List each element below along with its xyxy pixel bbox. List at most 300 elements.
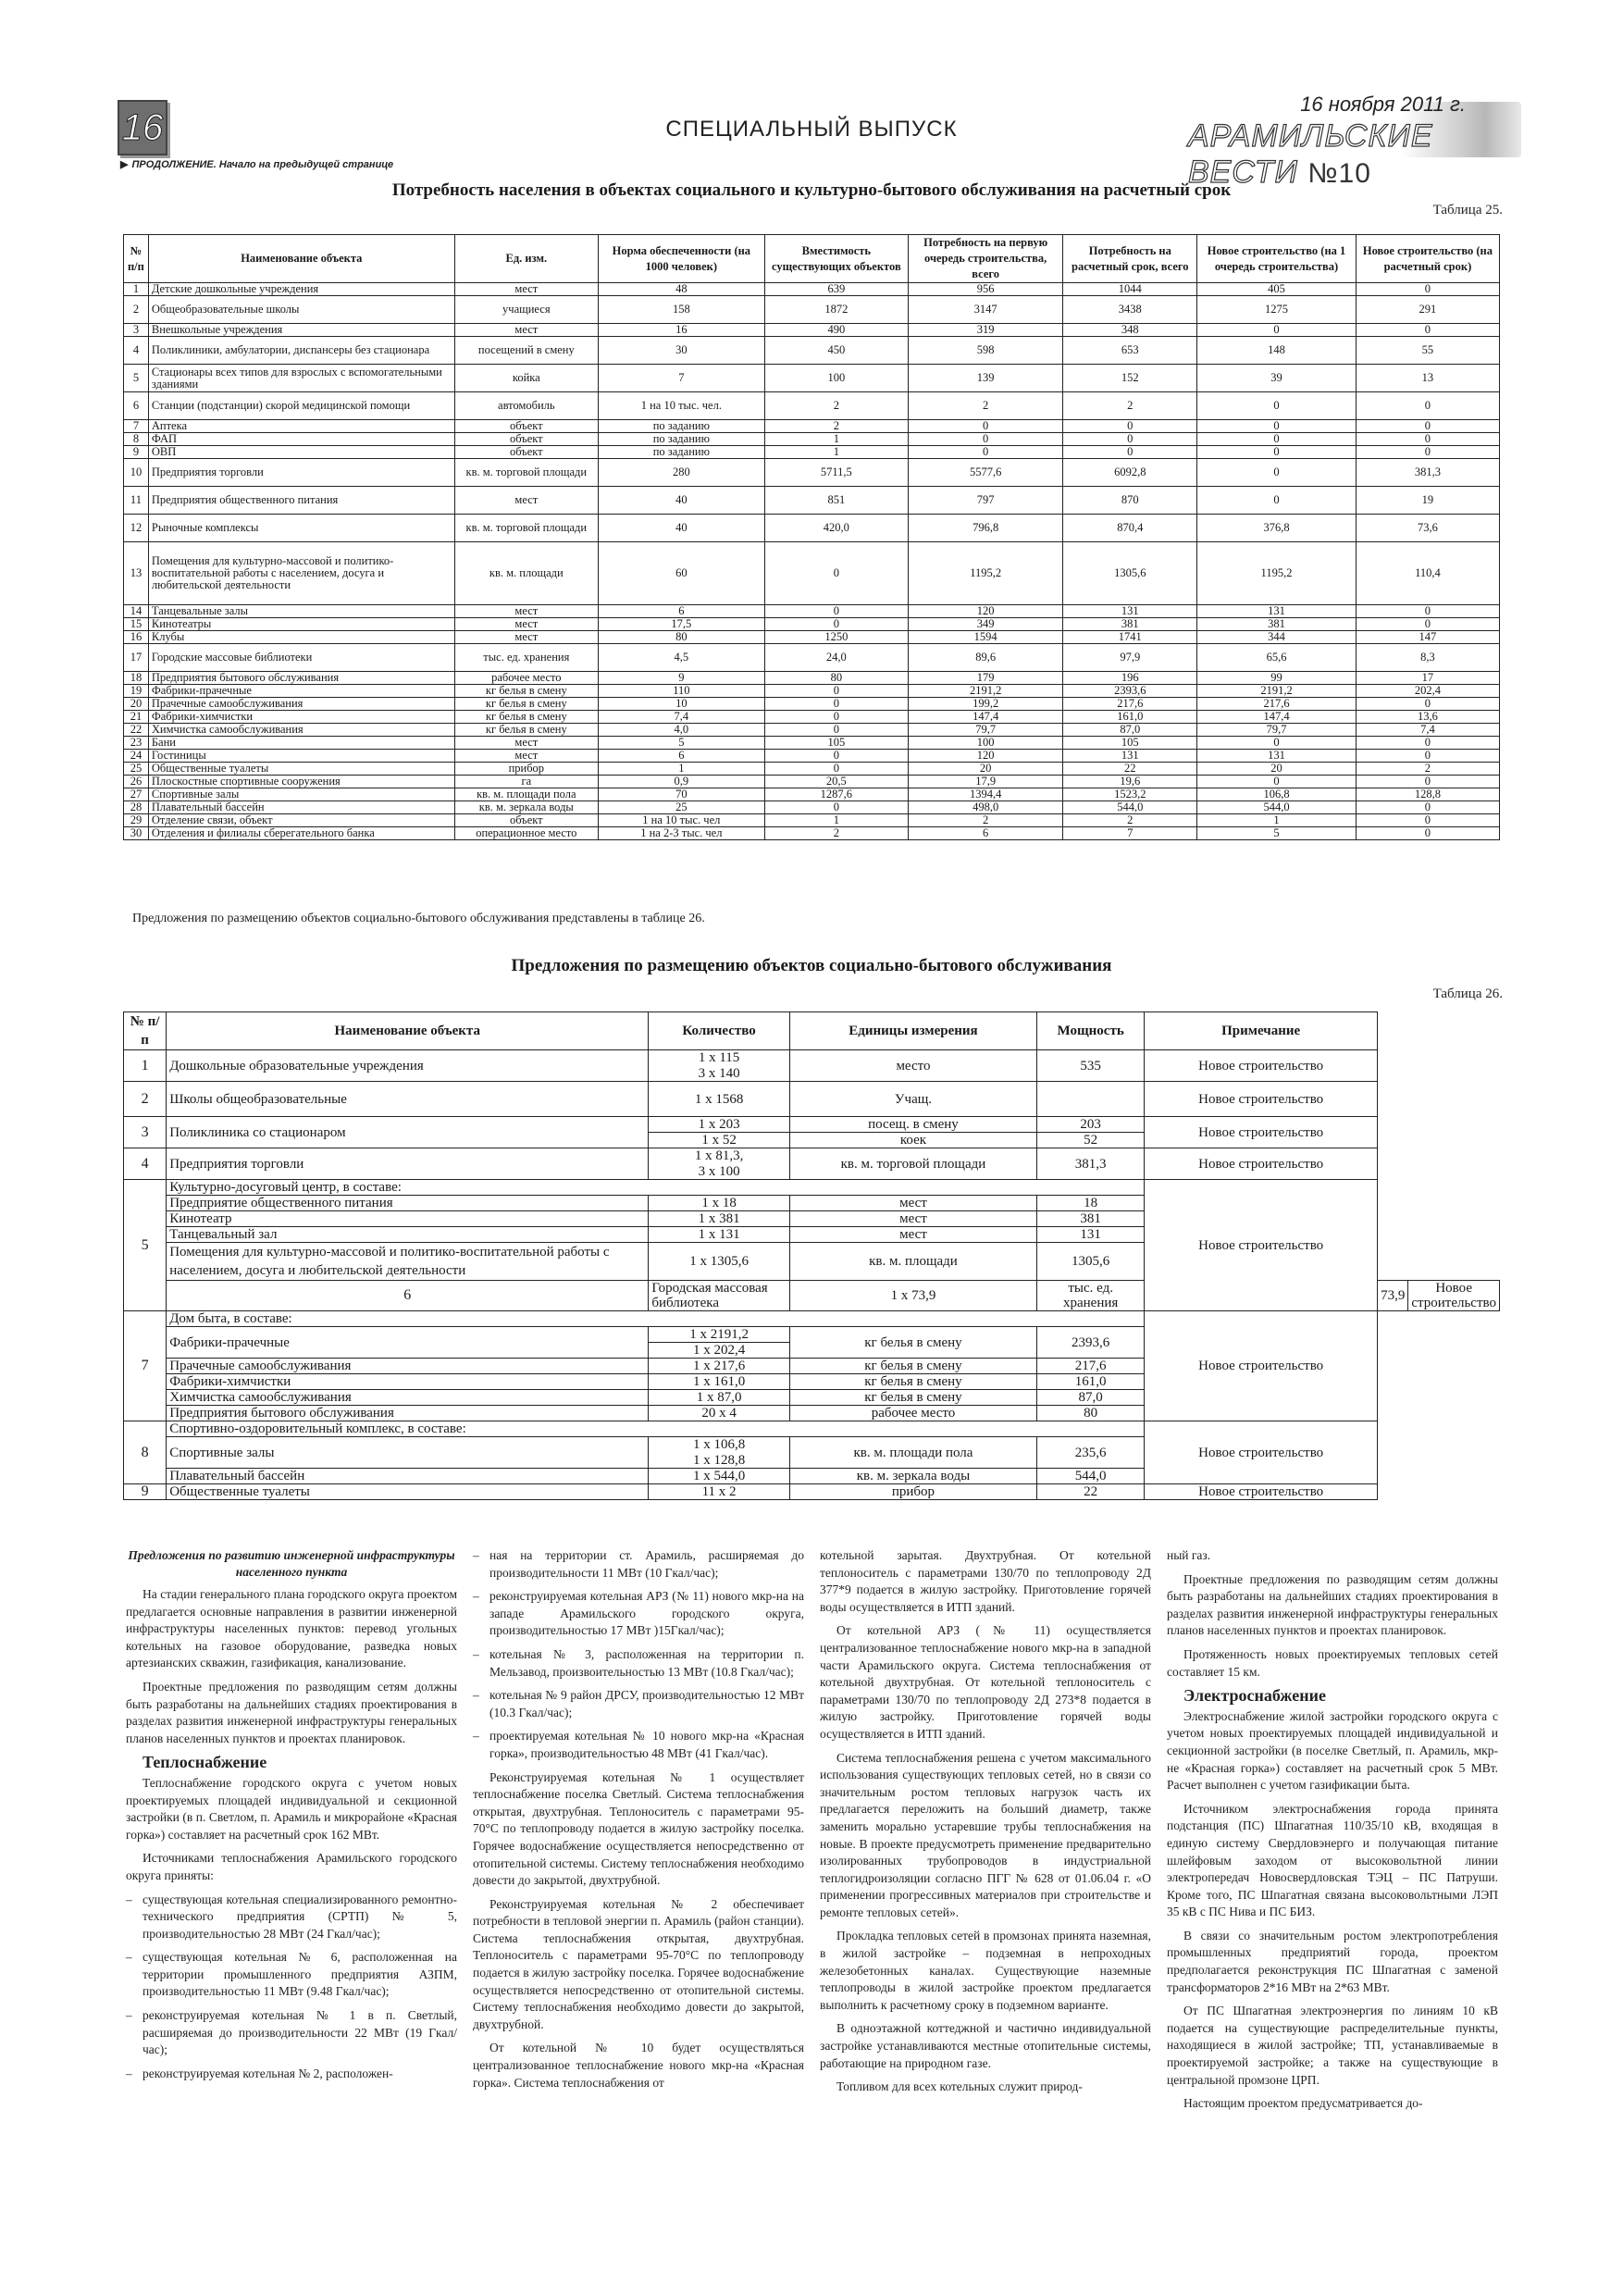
row-number: 7 (124, 1311, 167, 1421)
table-cell: прибор (454, 763, 598, 776)
table-cell: учащиеся (454, 296, 598, 324)
object-name: Стационары всех типов для взрослых с вспомогательными зданиями (148, 365, 454, 392)
table-cell: 131 (1063, 605, 1197, 618)
quantity: 3 х 100 (649, 1164, 790, 1180)
table-cell: 376,8 (1197, 515, 1357, 542)
object-name: Станции (подстанции) скорой медицинской помощи (148, 392, 454, 420)
object-name: Городские массовые библиотеки (148, 644, 454, 672)
paragraph: Проектные предложения по разводящим сетям должны быть разработаны на дальнейших стадиях проектирования в разделах развития инженерной инфраструктуры генеральных планов населенных пунктов и проектах планировок. (1167, 1571, 1498, 1638)
article-column-4 (1167, 1547, 1498, 2119)
table-row (124, 1484, 1500, 1500)
table-cell: объект (454, 446, 598, 459)
table-row (124, 737, 1500, 750)
object-name: Школы общеобразовательные (167, 1082, 649, 1117)
quantity: 1 х 81,3, (649, 1148, 790, 1164)
table-cell: 0 (1197, 459, 1357, 487)
paragraph: В связи со значительным ростом электропотребления промышленных предприятий города, проектом предполагается реконструкция ПС Шпагатная с заменой трансформаторов 2*16 МВт на 2*63 МВт. (1167, 1928, 1498, 1994)
unit: коек (789, 1133, 1036, 1148)
object-name: Помещения для культурно-массовой и политико-воспитательной работы с населением, досуга и любительской деятельности (148, 542, 454, 605)
col-header: Наименование объекта (148, 235, 454, 283)
object-name: ОВП (148, 446, 454, 459)
table-cell: 131 (1063, 750, 1197, 763)
row-number: 3 (124, 324, 149, 337)
list-item: – реконструируемая котельная № 1 в п. Светлый, расширяемая до производительности 22 МВт (19 Гкал/час); (126, 2007, 457, 2059)
row-number: 8 (124, 433, 149, 446)
unit: мест (789, 1227, 1036, 1243)
table-cell: 348 (1063, 324, 1197, 337)
table-cell: 344 (1197, 631, 1357, 644)
row-number: 1 (124, 283, 149, 296)
col-header-no: № п/п (124, 1012, 167, 1050)
row-number: 20 (124, 698, 149, 711)
table-cell: 120 (908, 605, 1063, 618)
unit: мест (789, 1196, 1036, 1211)
table-cell: 2 (1356, 763, 1499, 776)
row-number: 27 (124, 788, 149, 801)
table-cell: 1 на 10 тыс. чел. (598, 392, 764, 420)
table-cell: 1 (764, 433, 908, 446)
table-cell: 0 (764, 711, 908, 724)
unit: кг белья в смену (789, 1374, 1036, 1390)
quantity: 20 х 4 (649, 1406, 790, 1421)
issue-date: 16 ноября 2011 г. (1300, 93, 1466, 116)
table-cell: 544,0 (1063, 801, 1197, 814)
table26-label: Таблица 26. (1432, 987, 1503, 1001)
table-cell: 7,4 (1356, 724, 1499, 737)
table-cell: 89,6 (908, 644, 1063, 672)
capacity: 381 (1037, 1211, 1145, 1227)
table-cell: 0 (1197, 776, 1357, 788)
capacity: 131 (1037, 1227, 1145, 1243)
table-cell: 0 (1197, 487, 1357, 515)
table-header-row (124, 235, 1500, 283)
table-cell: кв. м. торговой площади (454, 459, 598, 487)
table-cell: 0 (764, 618, 908, 631)
object-name: Поликлиники, амбулатории, диспансеры без стационара (148, 337, 454, 365)
row-number: 11 (124, 487, 149, 515)
paragraph: Проектные предложения по разводящим сетям должны быть разработаны на дальнейших стадиях проектирования в разделах развития инженерной инфраструктуры генеральных планов населенных пунктов и проектах планировок. (126, 1679, 457, 1745)
table-cell: 0 (764, 698, 908, 711)
table-row (124, 631, 1500, 644)
row-number: 10 (124, 459, 149, 487)
unit: кг белья в смену (789, 1390, 1036, 1406)
row-number: 1 (124, 1050, 167, 1082)
table-row (124, 644, 1500, 672)
list-item: – проектируемая котельная № 10 нового мкр-на «Красная горка», производительностью 48 МВт (41 Гкал/час). (473, 1728, 804, 1762)
table-cell: 0 (908, 433, 1063, 446)
table-row (124, 487, 1500, 515)
row-number: 29 (124, 814, 149, 827)
table-cell: 0,9 (598, 776, 764, 788)
row-number: 15 (124, 618, 149, 631)
capacity: 544,0 (1037, 1469, 1145, 1484)
object-name: Помещения для культурно-массовой и политико-воспитательной работы с населением, досуга и любительской деятельности (167, 1243, 649, 1281)
table-cell: 4,5 (598, 644, 764, 672)
row-number: 6 (124, 392, 149, 420)
paragraph: Система теплоснабжения решена с учетом максимального использования существующих тепловых сетей, но в связи со значительным ростом тепловых нагрузок часть их предлагается переложить на больший диаметр, также заменить морально устаревшие трубы теплоснабжения на новые. В проекте предусмотреть применение предварительно изолированных трубопроводов в индустриальной теплогидроизоляции согласно ПГГ № 628 от 01.06.04 г. «О применении прогрессивных материалов при строительстве и ремонте тепловых сетей». (820, 1750, 1151, 1919)
row-number: 9 (124, 446, 149, 459)
table-cell: 796,8 (908, 515, 1063, 542)
table-cell: 22 (1063, 763, 1197, 776)
table-cell: 100 (764, 365, 908, 392)
quantity: 3 х 140 (649, 1066, 790, 1082)
table-cell: 0 (764, 605, 908, 618)
table-cell: мест (454, 737, 598, 750)
boiler-list-continued (473, 1547, 804, 1763)
remark: Новое строительство (1145, 1082, 1378, 1117)
paragraph: Теплоснабжение городского округа с учетом новых проектируемых площадей индивидуальной и секционной застройки (в п. Светлом, п. Арамиль и микрорайоне «Красная горка») составляет на расчетный срок 162 МВт. (126, 1775, 457, 1842)
table-cell: 6 (598, 750, 764, 763)
table-row (124, 1050, 1500, 1066)
table-cell: 0 (1356, 737, 1499, 750)
table-cell: 0 (1356, 750, 1499, 763)
object-name: Дошкольные образовательные учреждения (167, 1050, 649, 1082)
row-number: 8 (124, 1421, 167, 1484)
quantity: 1 х 381 (649, 1211, 790, 1227)
col-header: Потребность на первую очередь строительства, всего (908, 235, 1063, 283)
capacity: 161,0 (1037, 1374, 1145, 1390)
quantity: 1 х 203 (649, 1117, 790, 1133)
table-cell: 0 (1356, 776, 1499, 788)
table-cell: 1044 (1063, 283, 1197, 296)
col-header: Вместимость существующих объектов (764, 235, 908, 283)
table-cell: 5711,5 (764, 459, 908, 487)
table-cell: 40 (598, 487, 764, 515)
table-cell: 381 (1063, 618, 1197, 631)
capacity: 87,0 (1037, 1390, 1145, 1406)
table-row (124, 433, 1500, 446)
unit: кв. м. площади пола (789, 1437, 1036, 1469)
table-cell: 956 (908, 283, 1063, 296)
table-row (124, 1082, 1500, 1117)
table-cell: 30 (598, 337, 764, 365)
row-number: 30 (124, 827, 149, 840)
remark: Новое строительство (1145, 1117, 1378, 1148)
unit: рабочее место (789, 1406, 1036, 1421)
table-row (124, 365, 1500, 392)
table-cell: 349 (908, 618, 1063, 631)
table-cell: 1195,2 (1197, 542, 1357, 605)
capacity: 73,9 (1378, 1281, 1408, 1311)
table-cell: 1 (764, 446, 908, 459)
table-row (124, 724, 1500, 737)
article-column-1 (126, 1547, 457, 2089)
table-cell: 0 (764, 801, 908, 814)
remark: Новое строительство (1145, 1311, 1378, 1421)
table-row (124, 459, 1500, 487)
table-cell: 158 (598, 296, 764, 324)
table-cell: рабочее место (454, 672, 598, 685)
table-cell: 381 (1197, 618, 1357, 631)
issue-number: №10 (1307, 158, 1371, 189)
table-cell: 87,0 (1063, 724, 1197, 737)
table-cell: 0 (1197, 324, 1357, 337)
section-heading-infrastructure: Предложения по развитию инженерной инфраструктуры населенного пункта (128, 1548, 455, 1579)
table-cell: 0 (764, 750, 908, 763)
table-row (124, 296, 1500, 324)
row-number: 4 (124, 1148, 167, 1180)
row-number: 14 (124, 605, 149, 618)
table-cell: 3147 (908, 296, 1063, 324)
table-cell: кг белья в смену (454, 685, 598, 698)
object-name: Общественные туалеты (167, 1484, 649, 1500)
row-number: 16 (124, 631, 149, 644)
table-cell: кг белья в смену (454, 711, 598, 724)
table-cell: 2 (908, 392, 1063, 420)
table-row (124, 763, 1500, 776)
table-cell: 1872 (764, 296, 908, 324)
table-row (124, 698, 1500, 711)
unit: кв. м. торговой площади (789, 1148, 1036, 1180)
object-name: Отделение связи, объект (148, 814, 454, 827)
table-cell: мест (454, 487, 598, 515)
list-item: – существующая котельная специализированного ремонтно-технического предприятия (СРТП) № 5, производительностью 28 МВт (24 Гкал/час); (126, 1892, 457, 1943)
object-name: Плоскостные спортивные сооружения (148, 776, 454, 788)
table-cell: 128,8 (1356, 788, 1499, 801)
article-column-2 (473, 1547, 804, 2098)
unit: кг белья в смену (789, 1327, 1036, 1359)
list-item: – реконструируемая котельная № 2, расположен- (126, 2066, 457, 2083)
table-cell: 0 (764, 685, 908, 698)
table-cell: 131 (1197, 750, 1357, 763)
table-cell: 870 (1063, 487, 1197, 515)
table-cell: мест (454, 605, 598, 618)
table-cell: 13,6 (1356, 711, 1499, 724)
table-cell: 217,6 (1063, 698, 1197, 711)
table-cell: 2393,6 (1063, 685, 1197, 698)
quantity: 11 х 2 (649, 1484, 790, 1500)
table-cell: 0 (908, 446, 1063, 459)
object-name: Прачечные самообслуживания (167, 1359, 649, 1374)
table-row (124, 776, 1500, 788)
paragraph: Настоящим проектом предусматривается до- (1183, 2096, 1423, 2111)
object-name: ФАП (148, 433, 454, 446)
table-cell: кв. м. торговой площади (454, 515, 598, 542)
table-cell: 870,4 (1063, 515, 1197, 542)
table-cell: 2 (764, 392, 908, 420)
object-name: Предприятия бытового обслуживания (167, 1406, 649, 1421)
table-cell: 490 (764, 324, 908, 337)
remark: Новое строительство (1145, 1180, 1378, 1311)
table-cell: 25 (598, 801, 764, 814)
capacity: 80 (1037, 1406, 1145, 1421)
row-number: 2 (124, 1082, 167, 1117)
table-row (124, 672, 1500, 685)
table-cell: 148 (1197, 337, 1357, 365)
table-cell: 217,6 (1197, 698, 1357, 711)
list-item: – реконструируемая котельная АРЗ (№ 11) нового мкр-на на западе Арамильского городского округа, производительностью 17 МВт )15Гкал/час); (473, 1588, 804, 1640)
object-name: Поликлиника со стационаром (167, 1117, 649, 1148)
quantity: 1 х 106,8 (649, 1437, 790, 1453)
table-cell: мест (454, 283, 598, 296)
table-cell: 139 (908, 365, 1063, 392)
paragraph: Топливом для всех котельных служит природ- (836, 2079, 1083, 2094)
row-number: 22 (124, 724, 149, 737)
group-name: Дом быта, в составе: (167, 1311, 1145, 1327)
table-cell: 1305,6 (1063, 542, 1197, 605)
table-cell: 2 (764, 827, 908, 840)
table-cell: мест (454, 631, 598, 644)
table-cell: 199,2 (908, 698, 1063, 711)
table-row (124, 283, 1500, 296)
table-cell: койка (454, 365, 598, 392)
table-cell: 1287,6 (764, 788, 908, 801)
table-cell: мест (454, 750, 598, 763)
remark: Новое строительство (1408, 1281, 1500, 1311)
table-cell: 405 (1197, 283, 1357, 296)
object-name: Бани (148, 737, 454, 750)
quantity: 1 х 18 (649, 1196, 790, 1211)
object-name: Танцевальные залы (148, 605, 454, 618)
table-cell: 0 (1356, 324, 1499, 337)
table-cell: га (454, 776, 598, 788)
row-number: 9 (124, 1484, 167, 1500)
remark: Новое строительство (1145, 1421, 1378, 1484)
triangle-right-icon: ▶ (120, 159, 129, 170)
table-cell: 20,5 (764, 776, 908, 788)
table-cell: 2191,2 (1197, 685, 1357, 698)
table-cell: 10 (598, 698, 764, 711)
table-cell: 161,0 (1063, 711, 1197, 724)
quantity: 1 х 1568 (649, 1082, 790, 1117)
object-name: Общественные туалеты (148, 763, 454, 776)
table-cell: 131 (1197, 605, 1357, 618)
table-cell: 0 (1063, 433, 1197, 446)
table-cell: 39 (1197, 365, 1357, 392)
table-cell: 2 (764, 420, 908, 433)
table-cell: 120 (908, 750, 1063, 763)
row-number: 4 (124, 337, 149, 365)
unit: место (789, 1050, 1036, 1082)
table-row (124, 420, 1500, 433)
object-name: Химчистка самообслуживания (167, 1390, 649, 1406)
table-cell: 105 (1063, 737, 1197, 750)
object-name: Внешкольные учреждения (148, 324, 454, 337)
capacity: 1305,6 (1037, 1243, 1145, 1281)
table-cell: 147,4 (1197, 711, 1357, 724)
row-number: 23 (124, 737, 149, 750)
table-cell: 5 (598, 737, 764, 750)
table-row (124, 324, 1500, 337)
paragraph: Источником электроснабжения города принята подстанция (ПС) Шпагатная 110/35/10 кВ, входящая в единую систему Свердловэнерго и получающая питание шлейфовым заходом от высоковольтной линии электропередач Новосвердловская ТЭЦ – ПС Патруши. Кроме того, ПС Шпагатная связана высоковольтными ЛЭП 35 кВ с ПС Нива и ПС БИЗ. (1167, 1801, 1498, 1919)
table-cell: 498,0 (908, 801, 1063, 814)
table-cell: кв. м. зеркала воды (454, 801, 598, 814)
table-cell: 202,4 (1356, 685, 1499, 698)
table-cell: 7 (1063, 827, 1197, 840)
table-cell: 2 (1063, 814, 1197, 827)
col-header: № п/п (124, 235, 149, 283)
quantity: 1 х 115 (649, 1050, 790, 1066)
object-name: Спортивные залы (167, 1437, 649, 1469)
section-heading-heat-supply: Теплоснабжение (142, 1753, 267, 1772)
row-number: 26 (124, 776, 149, 788)
object-name: Фабрики-химчистки (148, 711, 454, 724)
table-cell: 0 (1063, 446, 1197, 459)
col-header: Ед. изм. (454, 235, 598, 283)
table-cell: 0 (1356, 283, 1499, 296)
table-cell: 0 (1063, 420, 1197, 433)
unit: тыс. ед. хранения (1037, 1281, 1145, 1311)
table-row (124, 788, 1500, 801)
table-cell: 2 (908, 814, 1063, 827)
table-cell: 1275 (1197, 296, 1357, 324)
continuation-note (120, 158, 393, 170)
quantity: 1 х 202,4 (649, 1343, 790, 1359)
table-cell: 653 (1063, 337, 1197, 365)
table-cell: 4,0 (598, 724, 764, 737)
table-cell: по заданию (598, 446, 764, 459)
col-header: Потребность на расчетный срок, всего (1063, 235, 1197, 283)
table-cell: 106,8 (1197, 788, 1357, 801)
table-cell: 1195,2 (908, 542, 1063, 605)
table-cell: 20 (908, 763, 1063, 776)
table-cell: 19 (1356, 487, 1499, 515)
table-row (124, 446, 1500, 459)
object-name: Предприятия общественного питания (148, 487, 454, 515)
table-cell: 79,7 (908, 724, 1063, 737)
table-cell: 99 (1197, 672, 1357, 685)
object-name: Общеобразовательные школы (148, 296, 454, 324)
col-header-note: Примечание (1145, 1012, 1378, 1050)
table-cell: кв. м. площади пола (454, 788, 598, 801)
paragraph: Электроснабжение жилой застройки городского округа с учетом новых проектируемых площадей индивидуальной и секционной застройки (в поселке Светлый, п. Арамиль, мкр-не «Красная горка») составляет на расчетный срок 5 МВт. Расчет выполнен с учетом газификации быта. (1167, 1708, 1498, 1793)
row-number: 2 (124, 296, 149, 324)
table-cell: 147 (1356, 631, 1499, 644)
object-name: Предприятие общественного питания (167, 1196, 649, 1211)
col-header: Новое строительство (на расчетный срок) (1356, 235, 1499, 283)
table-cell: 280 (598, 459, 764, 487)
table-cell: 19,6 (1063, 776, 1197, 788)
table-cell: 0 (764, 542, 908, 605)
table-row (124, 337, 1500, 365)
masthead (1188, 93, 1521, 190)
paragraph: Реконструируемая котельная № 2 обеспечивает потребности в тепловой энергии п. Арамиль (район станции). Система теплоснабжения открытая, двухтрубная. Теплоноситель с параметрами 95-70°С по теплопроводу подается в жилую застройку поселка. Горячее водоснабжение осуществляется непосредственно от отопительной системы. Систему теплоснабжения необходимо довести до закрытой, двухтрубной. (473, 1896, 804, 2031)
row-number: 25 (124, 763, 149, 776)
table-cell: 147,4 (908, 711, 1063, 724)
table-cell: 1594 (908, 631, 1063, 644)
table-cell: 2191,2 (908, 685, 1063, 698)
unit: кг белья в смену (789, 1359, 1036, 1374)
capacity: 2393,6 (1037, 1327, 1145, 1359)
table-cell: 179 (908, 672, 1063, 685)
table-row (124, 1180, 1500, 1196)
table-cell: 1 на 2-3 тыс. чел (598, 827, 764, 840)
table-row (124, 1148, 1500, 1164)
table25-title: Потребность населения в объектах социального и культурно-бытового обслуживания на расчетный срок (391, 180, 1232, 200)
table-cell: 851 (764, 487, 908, 515)
paragraph: котельной зарытая. Двухтрубная. От котельной теплоноситель с параметрами 130/70 по теплопроводу 2Д 377*9 подается в жилую застройку. Приготовление горячей воды осуществляется в ИТП зданий. (820, 1548, 1151, 1614)
table-cell: 110 (598, 685, 764, 698)
quantity: 1 х 544,0 (649, 1469, 790, 1484)
table-cell: объект (454, 420, 598, 433)
table-row (124, 542, 1500, 605)
table-cell: 79,7 (1197, 724, 1357, 737)
table-cell: 0 (1197, 420, 1357, 433)
object-name: Фабрики-прачечные (148, 685, 454, 698)
table-cell: 40 (598, 515, 764, 542)
list-item: – котельная № 3, расположенная на территории п. Мельзавод, произвоительностью 13 МВт (10.8 Гкал/час); (473, 1646, 804, 1681)
row-number: 13 (124, 542, 149, 605)
table-cell: 0 (1197, 433, 1357, 446)
paragraph: Прокладка тепловых сетей в промзонах принята наземная, в жилой застройке – подземная в непроходных железобетонных каналах. Существующие наземные теплопроводы в жилой застройке проектом предлагается выполнить к расчетному сроку в подземном варианте. (820, 1929, 1151, 2012)
object-name: Фабрики-химчистки (167, 1374, 649, 1390)
table-cell: 0 (908, 420, 1063, 433)
table25-note: Предложения по размещению объектов социально-бытового обслуживания представлены в таблице 26. (132, 912, 705, 925)
table-cell: объект (454, 814, 598, 827)
group-name: Культурно-досуговый центр, в составе: (167, 1180, 1145, 1196)
paragraph: От котельной № 10 будет осуществляться централизованное теплоснабжение нового мкр-на «Красная горка». Система теплоснабжения от (473, 2041, 804, 2090)
table-cell: 55 (1356, 337, 1499, 365)
